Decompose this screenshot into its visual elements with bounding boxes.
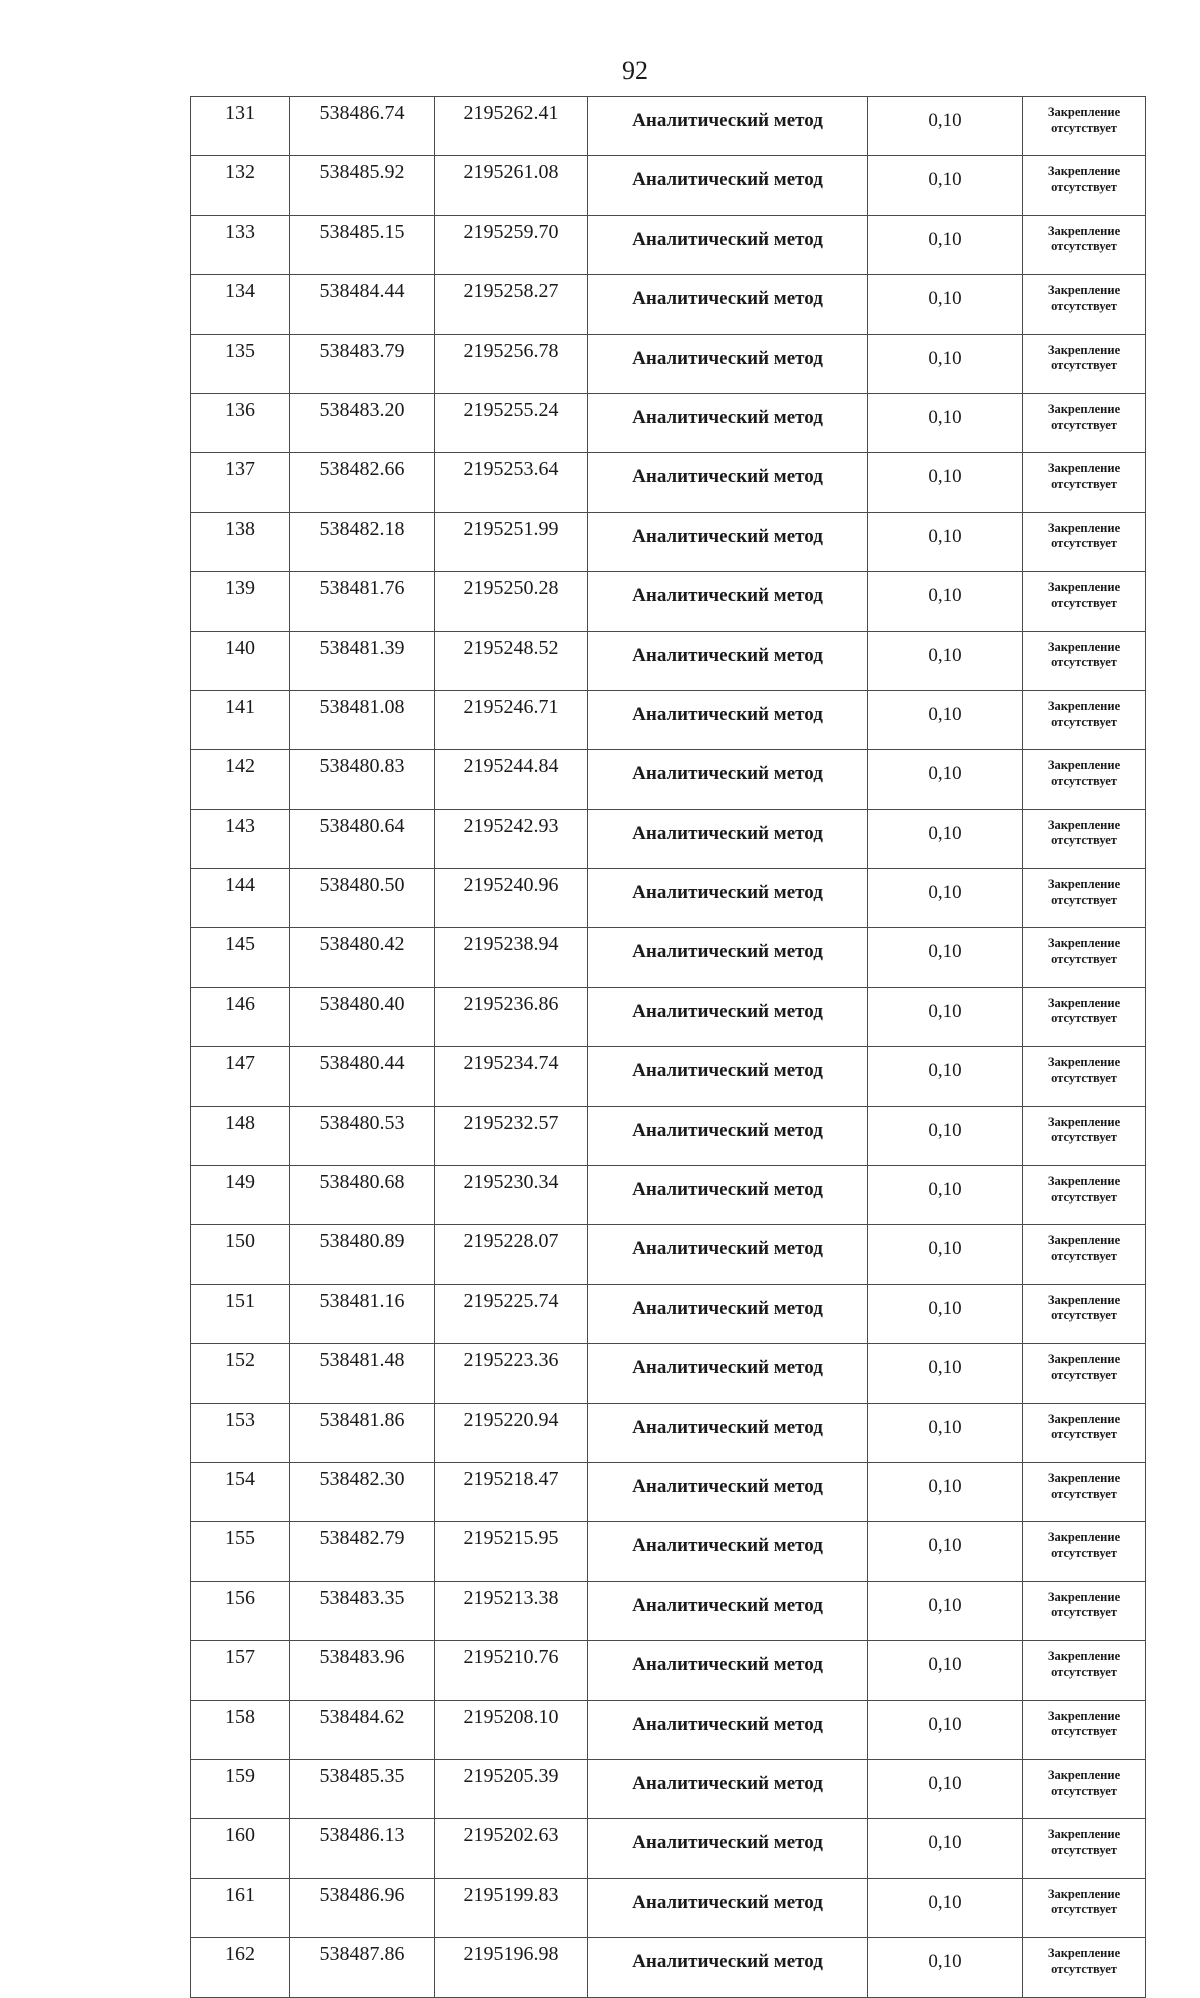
- x-coordinate-cell: 538487.86: [290, 1938, 435, 1997]
- accuracy-cell: 0,10: [868, 1581, 1023, 1640]
- fixation-cell: Закрепление отсутствует: [1023, 572, 1146, 631]
- point-number-cell: 155: [191, 1522, 290, 1581]
- method-cell: Аналитический метод: [588, 572, 868, 631]
- method-cell: Аналитический метод: [588, 1166, 868, 1225]
- table-row: [191, 97, 1146, 156]
- y-coordinate-cell: 2195240.96: [435, 869, 588, 928]
- table-row: [191, 1759, 1146, 1818]
- x-coordinate-cell: 538486.13: [290, 1819, 435, 1878]
- point-number-cell: 153: [191, 1403, 290, 1462]
- point-number-cell: 159: [191, 1759, 290, 1818]
- y-coordinate-cell: 2195208.10: [435, 1700, 588, 1759]
- accuracy-cell: 0,10: [868, 1938, 1023, 1997]
- fixation-cell: Закрепление отсутствует: [1023, 1759, 1146, 1818]
- table-row: [191, 1938, 1146, 1997]
- x-coordinate-cell: 538481.48: [290, 1344, 435, 1403]
- x-coordinate-cell: 538483.96: [290, 1641, 435, 1700]
- x-coordinate-cell: 538481.16: [290, 1284, 435, 1343]
- accuracy-cell: 0,10: [868, 928, 1023, 987]
- table-row: [191, 275, 1146, 334]
- point-number-cell: 147: [191, 1047, 290, 1106]
- x-coordinate-cell: 538480.53: [290, 1106, 435, 1165]
- x-coordinate-cell: 538480.64: [290, 809, 435, 868]
- fixation-cell: Закрепление отсутствует: [1023, 275, 1146, 334]
- y-coordinate-cell: 2195236.86: [435, 987, 588, 1046]
- coordinates-table-body: [191, 97, 1146, 1998]
- table-row: [191, 1225, 1146, 1284]
- accuracy-cell: 0,10: [868, 1225, 1023, 1284]
- y-coordinate-cell: 2195250.28: [435, 572, 588, 631]
- y-coordinate-cell: 2195225.74: [435, 1284, 588, 1343]
- method-cell: Аналитический метод: [588, 1344, 868, 1403]
- accuracy-cell: 0,10: [868, 869, 1023, 928]
- point-number-cell: 137: [191, 453, 290, 512]
- point-number-cell: 135: [191, 334, 290, 393]
- method-cell: Аналитический метод: [588, 1759, 868, 1818]
- x-coordinate-cell: 538486.96: [290, 1878, 435, 1937]
- method-cell: Аналитический метод: [588, 1284, 868, 1343]
- x-coordinate-cell: 538485.15: [290, 215, 435, 274]
- fixation-cell: Закрепление отсутствует: [1023, 1166, 1146, 1225]
- accuracy-cell: 0,10: [868, 572, 1023, 631]
- accuracy-cell: 0,10: [868, 631, 1023, 690]
- x-coordinate-cell: 538480.83: [290, 750, 435, 809]
- point-number-cell: 156: [191, 1581, 290, 1640]
- table-row: [191, 1166, 1146, 1225]
- fixation-cell: Закрепление отсутствует: [1023, 1819, 1146, 1878]
- accuracy-cell: 0,10: [868, 334, 1023, 393]
- accuracy-cell: 0,10: [868, 1106, 1023, 1165]
- point-number-cell: 154: [191, 1462, 290, 1521]
- table-row: [191, 1641, 1146, 1700]
- point-number-cell: 142: [191, 750, 290, 809]
- point-number-cell: 158: [191, 1700, 290, 1759]
- fixation-cell: Закрепление отсутствует: [1023, 1938, 1146, 1997]
- y-coordinate-cell: 2195220.94: [435, 1403, 588, 1462]
- y-coordinate-cell: 2195230.34: [435, 1166, 588, 1225]
- fixation-cell: Закрепление отсутствует: [1023, 1403, 1146, 1462]
- point-number-cell: 148: [191, 1106, 290, 1165]
- table-row: [191, 869, 1146, 928]
- method-cell: Аналитический метод: [588, 987, 868, 1046]
- y-coordinate-cell: 2195256.78: [435, 334, 588, 393]
- point-number-cell: 133: [191, 215, 290, 274]
- fixation-cell: Закрепление отсутствует: [1023, 750, 1146, 809]
- accuracy-cell: 0,10: [868, 156, 1023, 215]
- accuracy-cell: 0,10: [868, 1047, 1023, 1106]
- y-coordinate-cell: 2195218.47: [435, 1462, 588, 1521]
- table-row: [191, 393, 1146, 452]
- table-row: [191, 1878, 1146, 1937]
- method-cell: Аналитический метод: [588, 928, 868, 987]
- table-row: [191, 631, 1146, 690]
- x-coordinate-cell: 538482.66: [290, 453, 435, 512]
- table-row: [191, 690, 1146, 749]
- point-number-cell: 162: [191, 1938, 290, 1997]
- method-cell: Аналитический метод: [588, 1700, 868, 1759]
- table-row: [191, 750, 1146, 809]
- accuracy-cell: 0,10: [868, 215, 1023, 274]
- fixation-cell: Закрепление отсутствует: [1023, 631, 1146, 690]
- y-coordinate-cell: 2195202.63: [435, 1819, 588, 1878]
- point-number-cell: 138: [191, 512, 290, 571]
- y-coordinate-cell: 2195234.74: [435, 1047, 588, 1106]
- y-coordinate-cell: 2195199.83: [435, 1878, 588, 1937]
- point-number-cell: 144: [191, 869, 290, 928]
- method-cell: Аналитический метод: [588, 1522, 868, 1581]
- table-row: [191, 1700, 1146, 1759]
- x-coordinate-cell: 538480.44: [290, 1047, 435, 1106]
- method-cell: Аналитический метод: [588, 750, 868, 809]
- point-number-cell: 145: [191, 928, 290, 987]
- y-coordinate-cell: 2195261.08: [435, 156, 588, 215]
- x-coordinate-cell: 538483.35: [290, 1581, 435, 1640]
- x-coordinate-cell: 538481.86: [290, 1403, 435, 1462]
- x-coordinate-cell: 538484.62: [290, 1700, 435, 1759]
- x-coordinate-cell: 538481.39: [290, 631, 435, 690]
- table-row: [191, 1403, 1146, 1462]
- accuracy-cell: 0,10: [868, 512, 1023, 571]
- method-cell: Аналитический метод: [588, 1878, 868, 1937]
- table-row: [191, 156, 1146, 215]
- accuracy-cell: 0,10: [868, 275, 1023, 334]
- fixation-cell: Закрепление отсутствует: [1023, 156, 1146, 215]
- accuracy-cell: 0,10: [868, 1878, 1023, 1937]
- table-row: [191, 453, 1146, 512]
- x-coordinate-cell: 538481.76: [290, 572, 435, 631]
- y-coordinate-cell: 2195258.27: [435, 275, 588, 334]
- fixation-cell: Закрепление отсутствует: [1023, 869, 1146, 928]
- y-coordinate-cell: 2195251.99: [435, 512, 588, 571]
- method-cell: Аналитический метод: [588, 1819, 868, 1878]
- fixation-cell: Закрепление отсутствует: [1023, 1581, 1146, 1640]
- point-number-cell: 161: [191, 1878, 290, 1937]
- accuracy-cell: 0,10: [868, 1641, 1023, 1700]
- accuracy-cell: 0,10: [868, 1403, 1023, 1462]
- x-coordinate-cell: 538484.44: [290, 275, 435, 334]
- y-coordinate-cell: 2195223.36: [435, 1344, 588, 1403]
- y-coordinate-cell: 2195228.07: [435, 1225, 588, 1284]
- point-number-cell: 160: [191, 1819, 290, 1878]
- accuracy-cell: 0,10: [868, 690, 1023, 749]
- table-row: [191, 512, 1146, 571]
- table-row: [191, 928, 1146, 987]
- fixation-cell: Закрепление отсутствует: [1023, 1284, 1146, 1343]
- table-row: [191, 1819, 1146, 1878]
- accuracy-cell: 0,10: [868, 1166, 1023, 1225]
- x-coordinate-cell: 538480.89: [290, 1225, 435, 1284]
- point-number-cell: 149: [191, 1166, 290, 1225]
- table-row: [191, 1284, 1146, 1343]
- y-coordinate-cell: 2195244.84: [435, 750, 588, 809]
- method-cell: Аналитический метод: [588, 1462, 868, 1521]
- x-coordinate-cell: 538486.74: [290, 97, 435, 156]
- method-cell: Аналитический метод: [588, 512, 868, 571]
- point-number-cell: 140: [191, 631, 290, 690]
- table-row: [191, 572, 1146, 631]
- method-cell: Аналитический метод: [588, 1403, 868, 1462]
- table-row: [191, 1462, 1146, 1521]
- fixation-cell: Закрепление отсутствует: [1023, 393, 1146, 452]
- fixation-cell: Закрепление отсутствует: [1023, 1522, 1146, 1581]
- table-row: [191, 334, 1146, 393]
- x-coordinate-cell: 538485.92: [290, 156, 435, 215]
- method-cell: Аналитический метод: [588, 215, 868, 274]
- point-number-cell: 151: [191, 1284, 290, 1343]
- point-number-cell: 141: [191, 690, 290, 749]
- point-number-cell: 146: [191, 987, 290, 1046]
- y-coordinate-cell: 2195210.76: [435, 1641, 588, 1700]
- table-row: [191, 1047, 1146, 1106]
- y-coordinate-cell: 2195196.98: [435, 1938, 588, 1997]
- y-coordinate-cell: 2195242.93: [435, 809, 588, 868]
- method-cell: Аналитический метод: [588, 1047, 868, 1106]
- method-cell: Аналитический метод: [588, 393, 868, 452]
- y-coordinate-cell: 2195255.24: [435, 393, 588, 452]
- x-coordinate-cell: 538480.40: [290, 987, 435, 1046]
- point-number-cell: 152: [191, 1344, 290, 1403]
- accuracy-cell: 0,10: [868, 1344, 1023, 1403]
- x-coordinate-cell: 538483.20: [290, 393, 435, 452]
- accuracy-cell: 0,10: [868, 1462, 1023, 1521]
- method-cell: Аналитический метод: [588, 631, 868, 690]
- method-cell: Аналитический метод: [588, 1225, 868, 1284]
- y-coordinate-cell: 2195215.95: [435, 1522, 588, 1581]
- accuracy-cell: 0,10: [868, 1819, 1023, 1878]
- point-number-cell: 136: [191, 393, 290, 452]
- accuracy-cell: 0,10: [868, 987, 1023, 1046]
- coordinates-table: [190, 96, 1146, 1998]
- fixation-cell: Закрепление отсутствует: [1023, 987, 1146, 1046]
- method-cell: Аналитический метод: [588, 156, 868, 215]
- page-number: 92: [622, 56, 648, 85]
- method-cell: Аналитический метод: [588, 690, 868, 749]
- y-coordinate-cell: 2195253.64: [435, 453, 588, 512]
- fixation-cell: Закрепление отсутствует: [1023, 512, 1146, 571]
- x-coordinate-cell: 538482.79: [290, 1522, 435, 1581]
- method-cell: Аналитический метод: [588, 809, 868, 868]
- x-coordinate-cell: 538480.50: [290, 869, 435, 928]
- table-row: [191, 215, 1146, 274]
- accuracy-cell: 0,10: [868, 750, 1023, 809]
- fixation-cell: Закрепление отсутствует: [1023, 453, 1146, 512]
- fixation-cell: Закрепление отсутствует: [1023, 928, 1146, 987]
- method-cell: Аналитический метод: [588, 1938, 868, 1997]
- method-cell: Аналитический метод: [588, 453, 868, 512]
- y-coordinate-cell: 2195259.70: [435, 215, 588, 274]
- x-coordinate-cell: 538482.18: [290, 512, 435, 571]
- y-coordinate-cell: 2195262.41: [435, 97, 588, 156]
- accuracy-cell: 0,10: [868, 393, 1023, 452]
- fixation-cell: Закрепление отсутствует: [1023, 1106, 1146, 1165]
- x-coordinate-cell: 538483.79: [290, 334, 435, 393]
- accuracy-cell: 0,10: [868, 1284, 1023, 1343]
- table-row: [191, 1106, 1146, 1165]
- accuracy-cell: 0,10: [868, 453, 1023, 512]
- y-coordinate-cell: 2195248.52: [435, 631, 588, 690]
- accuracy-cell: 0,10: [868, 809, 1023, 868]
- fixation-cell: Закрепление отсутствует: [1023, 1700, 1146, 1759]
- method-cell: Аналитический метод: [588, 275, 868, 334]
- point-number-cell: 157: [191, 1641, 290, 1700]
- point-number-cell: 131: [191, 97, 290, 156]
- fixation-cell: Закрепление отсутствует: [1023, 1878, 1146, 1937]
- method-cell: Аналитический метод: [588, 1106, 868, 1165]
- table-row: [191, 1581, 1146, 1640]
- fixation-cell: Закрепление отсутствует: [1023, 1225, 1146, 1284]
- y-coordinate-cell: 2195238.94: [435, 928, 588, 987]
- x-coordinate-cell: 538481.08: [290, 690, 435, 749]
- x-coordinate-cell: 538482.30: [290, 1462, 435, 1521]
- table-row: [191, 1344, 1146, 1403]
- fixation-cell: Закрепление отсутствует: [1023, 809, 1146, 868]
- method-cell: Аналитический метод: [588, 1581, 868, 1640]
- accuracy-cell: 0,10: [868, 1759, 1023, 1818]
- fixation-cell: Закрепление отсутствует: [1023, 1344, 1146, 1403]
- fixation-cell: Закрепление отсутствует: [1023, 1462, 1146, 1521]
- table-row: [191, 1522, 1146, 1581]
- x-coordinate-cell: 538480.42: [290, 928, 435, 987]
- fixation-cell: Закрепление отсутствует: [1023, 1641, 1146, 1700]
- point-number-cell: 143: [191, 809, 290, 868]
- method-cell: Аналитический метод: [588, 1641, 868, 1700]
- x-coordinate-cell: 538480.68: [290, 1166, 435, 1225]
- fixation-cell: Закрепление отсутствует: [1023, 215, 1146, 274]
- fixation-cell: Закрепление отсутствует: [1023, 690, 1146, 749]
- x-coordinate-cell: 538485.35: [290, 1759, 435, 1818]
- fixation-cell: Закрепление отсутствует: [1023, 97, 1146, 156]
- point-number-cell: 150: [191, 1225, 290, 1284]
- table-row: [191, 987, 1146, 1046]
- y-coordinate-cell: 2195213.38: [435, 1581, 588, 1640]
- method-cell: Аналитический метод: [588, 869, 868, 928]
- accuracy-cell: 0,10: [868, 1700, 1023, 1759]
- fixation-cell: Закрепление отсутствует: [1023, 334, 1146, 393]
- y-coordinate-cell: 2195246.71: [435, 690, 588, 749]
- accuracy-cell: 0,10: [868, 1522, 1023, 1581]
- method-cell: Аналитический метод: [588, 334, 868, 393]
- fixation-cell: Закрепление отсутствует: [1023, 1047, 1146, 1106]
- point-number-cell: 139: [191, 572, 290, 631]
- y-coordinate-cell: 2195232.57: [435, 1106, 588, 1165]
- table-row: [191, 809, 1146, 868]
- y-coordinate-cell: 2195205.39: [435, 1759, 588, 1818]
- method-cell: Аналитический метод: [588, 97, 868, 156]
- point-number-cell: 134: [191, 275, 290, 334]
- point-number-cell: 132: [191, 156, 290, 215]
- accuracy-cell: 0,10: [868, 97, 1023, 156]
